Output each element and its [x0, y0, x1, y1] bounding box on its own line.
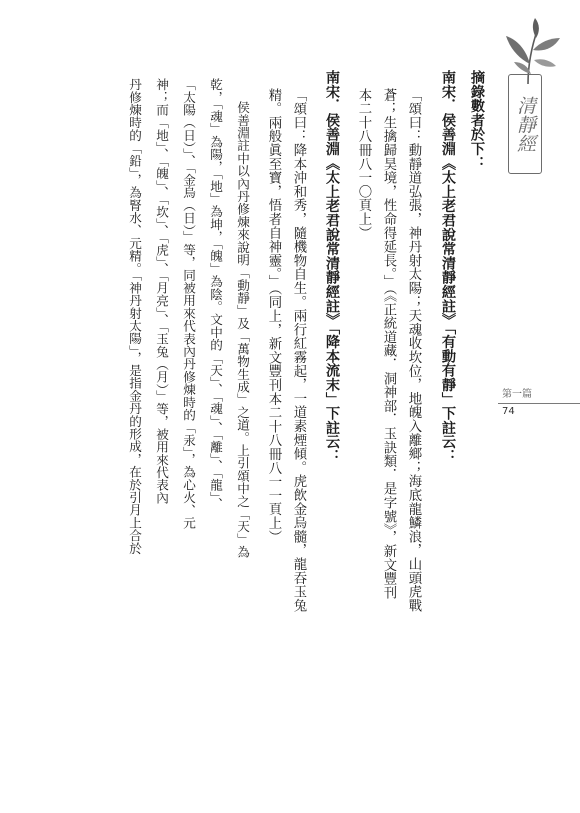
- text-column-11: 「太陽（日）」、「金烏（日）」等，同被用來代表內丹修煉時的「汞」，為心火、元: [181, 78, 196, 530]
- text-column-6: 南宋．侯善淵《太上老君說常清靜經註》「降本流末」下註云：: [324, 70, 340, 464]
- book-emblem: [498, 18, 564, 168]
- text-column-3: 「頌曰：動靜道弘張，神丹射太陽；天魂收坎位，地魄入離鄉；海底龍鱗浪，山頭虎戰: [406, 88, 421, 613]
- text-column-10: 乾，「魂」為陽，「地」為坤，「魄」為陰。文中的「天」、「魂」、「離」、「龍」、: [208, 78, 223, 511]
- text-column-1: 摘錄數者於下：: [469, 70, 485, 171]
- emblem-title: 清靜經: [514, 95, 536, 153]
- page-number: 74: [502, 406, 515, 417]
- text-column-8: 精。兩般眞至寶，悟者自神靈。」（同上，新文豐刊本二十八冊八一一頁上）: [266, 88, 281, 544]
- margin-divider: [498, 403, 580, 404]
- text-column-5: 本二十八冊八一〇頁上）: [356, 88, 371, 240]
- text-column-2: 南宋．侯善淵《太上老君說常清靜經註》「有動有靜」下註云：: [440, 70, 456, 464]
- text-column-13: 丹修煉時的「鉛」，為腎水、元精。「神丹射太陽」，是指金丹的形成，在於引月上合於: [127, 78, 142, 555]
- text-column-12: 神；而「地」、「魄」、「坎」、「虎」、「月亮」、「玉兔（月）」等，被用來代表內: [154, 78, 169, 504]
- section-label: 第一篇: [502, 389, 532, 400]
- text-column-9: 侯善淵註中以內丹修煉來說明「動靜」及「萬物生成」之道。上引頌中之「天」為: [235, 101, 250, 559]
- text-column-7: 「頌曰：降本沖和秀，隨機物自生。兩行紅霧起，一道素煙傾。虎飲金烏髓，龍吞玉兔: [291, 88, 306, 613]
- text-column-4: 蒼；生擒歸昊境，性命得延長。」（《正統道藏．洞神部．玉訣類．是字號》，新文豐刊: [381, 88, 396, 600]
